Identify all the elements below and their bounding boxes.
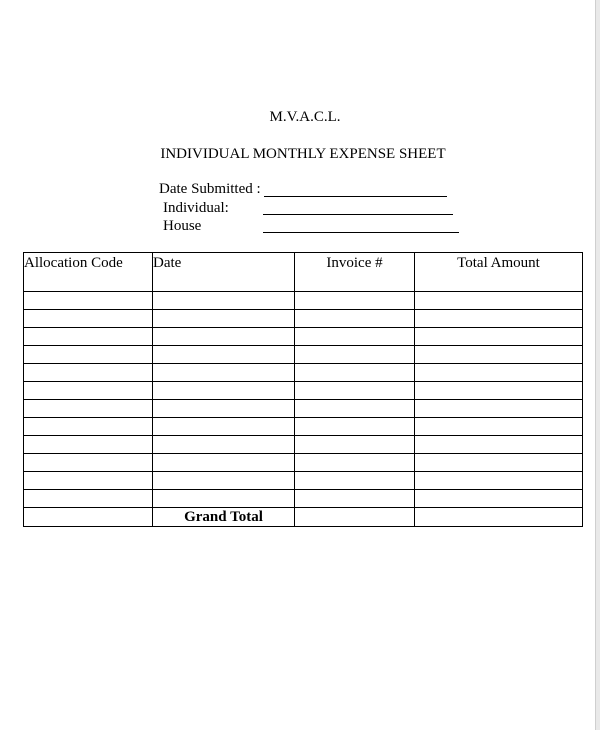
individual-line[interactable] [263, 214, 453, 215]
allocation-code-cell[interactable] [24, 490, 153, 508]
date-cell[interactable] [153, 472, 295, 490]
date-cell[interactable] [153, 310, 295, 328]
total-amount-cell[interactable] [415, 292, 583, 310]
total-amount-cell[interactable] [415, 310, 583, 328]
grand-total-label: Grand Total [153, 508, 295, 527]
table-row [24, 418, 583, 436]
table-row [24, 292, 583, 310]
invoice-cell[interactable] [295, 418, 415, 436]
date-cell[interactable] [153, 400, 295, 418]
total-amount-cell[interactable] [415, 454, 583, 472]
invoice-cell[interactable] [295, 328, 415, 346]
date-cell[interactable] [153, 364, 295, 382]
allocation-code-cell[interactable] [24, 292, 153, 310]
date-cell[interactable] [153, 346, 295, 364]
invoice-cell[interactable] [295, 454, 415, 472]
total-amount-cell[interactable] [415, 346, 583, 364]
date-cell[interactable] [153, 328, 295, 346]
table-row [24, 328, 583, 346]
allocation-code-cell[interactable] [24, 472, 153, 490]
total-amount-cell[interactable] [415, 490, 583, 508]
column-header-allocation-code: Allocation Code [24, 253, 153, 292]
date-cell[interactable] [153, 418, 295, 436]
grand-total-row [24, 508, 583, 527]
total-amount-cell[interactable] [415, 436, 583, 454]
table-row [24, 454, 583, 472]
allocation-code-cell[interactable] [24, 436, 153, 454]
invoice-cell[interactable] [295, 292, 415, 310]
allocation-code-cell[interactable] [24, 328, 153, 346]
invoice-cell[interactable] [295, 490, 415, 508]
table-row [24, 382, 583, 400]
invoice-cell[interactable] [295, 310, 415, 328]
total-amount-cell[interactable] [415, 472, 583, 490]
invoice-cell[interactable] [295, 400, 415, 418]
date-submitted-label: Date Submitted : [159, 181, 261, 197]
column-header-date: Date [153, 253, 295, 292]
expense-table [23, 252, 583, 527]
grand-total-amount-cell[interactable] [415, 508, 583, 527]
table-row [24, 364, 583, 382]
date-cell[interactable] [153, 292, 295, 310]
allocation-code-cell[interactable] [24, 418, 153, 436]
allocation-code-cell[interactable] [24, 310, 153, 328]
total-amount-cell[interactable] [415, 364, 583, 382]
house-line[interactable] [263, 232, 459, 233]
house-label: House [163, 218, 202, 234]
column-header-invoice: Invoice # [295, 253, 415, 292]
date-submitted-line[interactable] [264, 196, 447, 197]
allocation-code-cell[interactable] [24, 364, 153, 382]
organization-name: M.V.A.C.L. [269, 109, 341, 125]
allocation-code-cell[interactable] [24, 382, 153, 400]
invoice-cell[interactable] [295, 364, 415, 382]
grand-total-blank-cell [295, 508, 415, 527]
date-cell[interactable] [153, 454, 295, 472]
table-row [24, 436, 583, 454]
total-amount-cell[interactable] [415, 382, 583, 400]
table-row [24, 472, 583, 490]
table-row [24, 400, 583, 418]
total-amount-cell[interactable] [415, 328, 583, 346]
table-row [24, 310, 583, 328]
table-row [24, 346, 583, 364]
invoice-cell[interactable] [295, 346, 415, 364]
allocation-code-cell[interactable] [24, 400, 153, 418]
date-cell[interactable] [153, 382, 295, 400]
sheet-title: INDIVIDUAL MONTHLY EXPENSE SHEET [160, 146, 446, 162]
invoice-cell[interactable] [295, 436, 415, 454]
date-cell[interactable] [153, 490, 295, 508]
individual-label: Individual: [163, 200, 229, 216]
date-cell[interactable] [153, 436, 295, 454]
allocation-code-cell[interactable] [24, 346, 153, 364]
column-header-total-amount: Total Amount [415, 253, 583, 292]
total-amount-cell[interactable] [415, 418, 583, 436]
grand-total-blank-cell [24, 508, 153, 527]
table-row [24, 490, 583, 508]
table-header-row [24, 253, 583, 292]
invoice-cell[interactable] [295, 382, 415, 400]
total-amount-cell[interactable] [415, 400, 583, 418]
invoice-cell[interactable] [295, 472, 415, 490]
allocation-code-cell[interactable] [24, 454, 153, 472]
